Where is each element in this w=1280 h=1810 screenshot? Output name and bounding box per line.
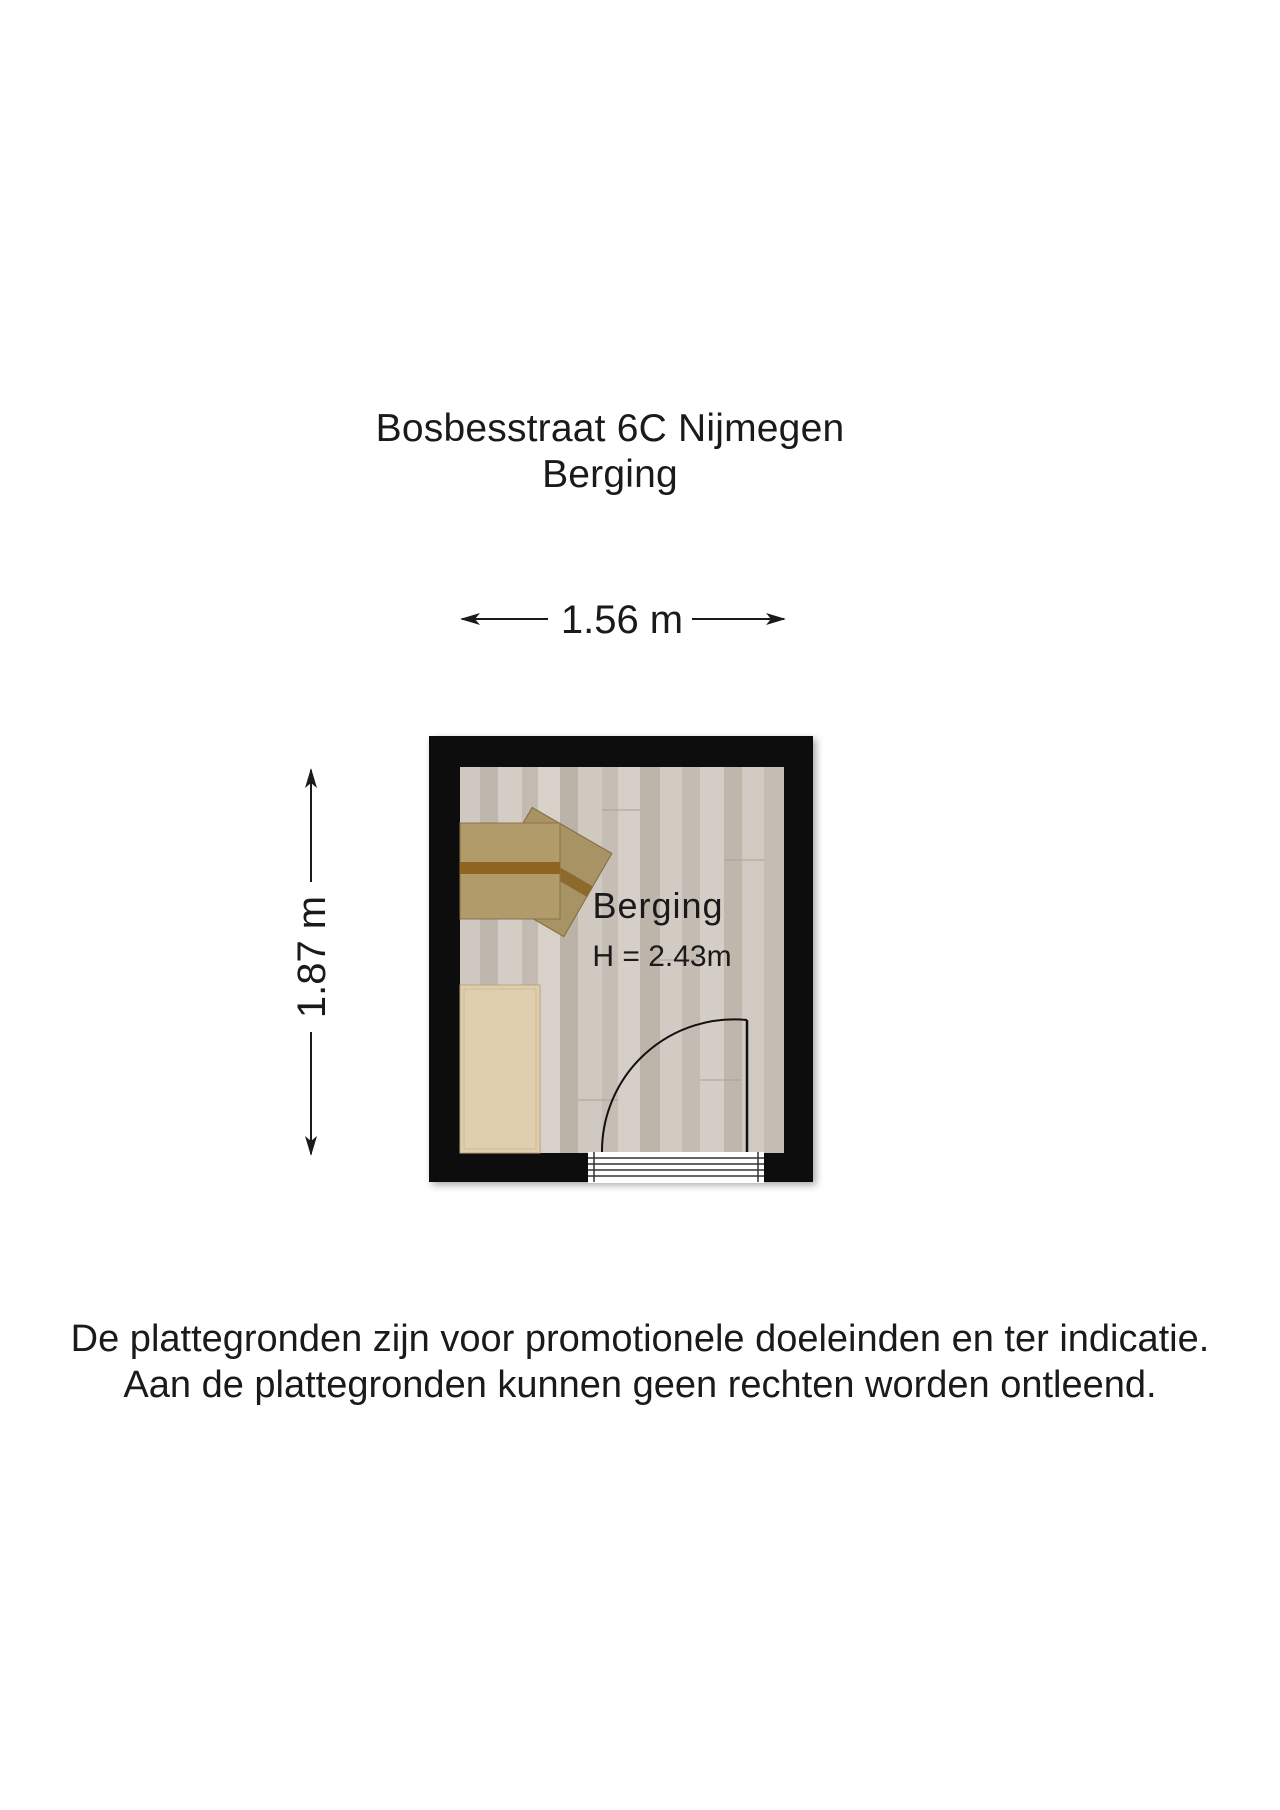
plan-floor-title: Berging (542, 453, 678, 496)
room-name-label: Berging (592, 885, 724, 926)
storage-cabinet (460, 985, 540, 1153)
width-dimension (462, 598, 784, 642)
depth-label: 1.87 m (290, 895, 334, 1019)
disclaimer-line-1: De plattegronden zijn voor promotionele doeleinden en ter indicatie. (70, 1318, 1210, 1360)
disclaimer-line-2: Aan de plattegronden kunnen geen rechten worden ontleend. (123, 1364, 1157, 1406)
depth-dimension (290, 770, 334, 1154)
width-label: 1.56 m (560, 598, 684, 642)
plan-address-title: Bosbesstraat 6C Nijmegen (375, 407, 845, 450)
room-height-label: H = 2.43m (592, 940, 732, 973)
door-opening (588, 1152, 764, 1183)
